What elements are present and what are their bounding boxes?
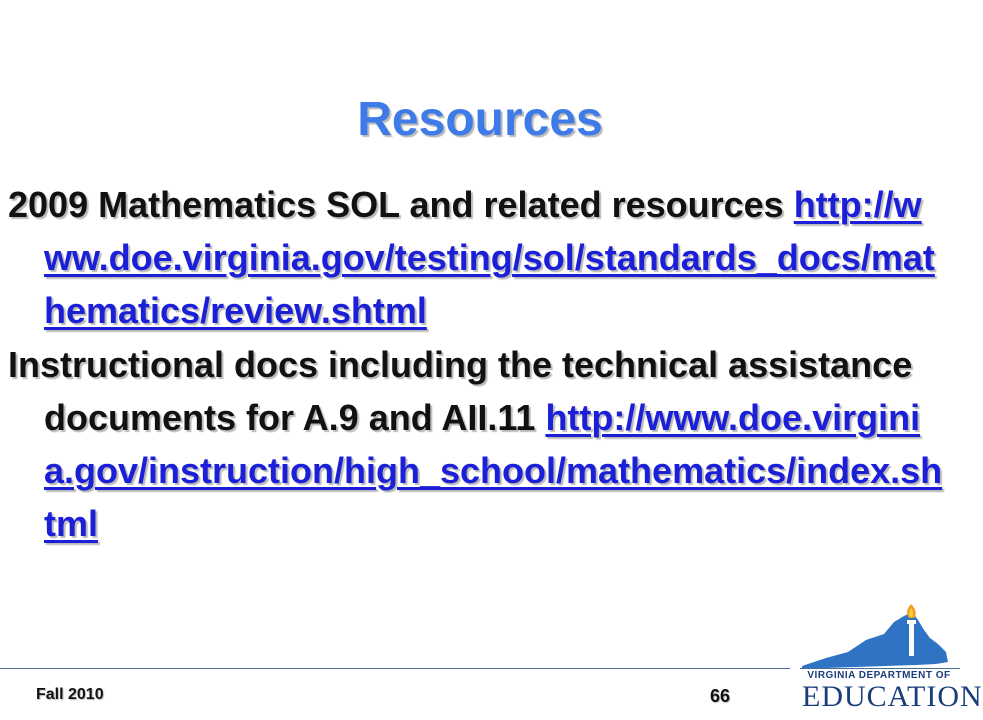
logo-line-1: VIRGINIA DEPARTMENT OF — [807, 670, 951, 681]
slide-title: Resources — [357, 93, 603, 146]
resource-description: 2009 Mathematics SOL and related resources — [8, 184, 794, 225]
resource-link-math-sol[interactable]: http://www.doe.virginia.gov/testing/sol/standards_docs/mathematics/review.shtml — [44, 184, 935, 331]
footer-divider — [0, 668, 790, 669]
footer-term: Fall 2010 — [36, 686, 104, 703]
resource-description: Instructional docs including the technical assistance documents for A.9 and AII.11 — [8, 344, 913, 438]
resource-item-math-sol — [8, 178, 943, 337]
page-number: 66 — [710, 686, 731, 706]
resource-link-instruction[interactable]: http://www.doe.virginia.gov/instruction/high_school/mathematics/index.shtml — [44, 397, 943, 544]
resource-list — [8, 178, 943, 551]
resource-item-instruction — [8, 338, 943, 550]
virginia-state-shape-icon — [802, 612, 948, 668]
logo-line-2: EDUCATION — [802, 680, 983, 713]
